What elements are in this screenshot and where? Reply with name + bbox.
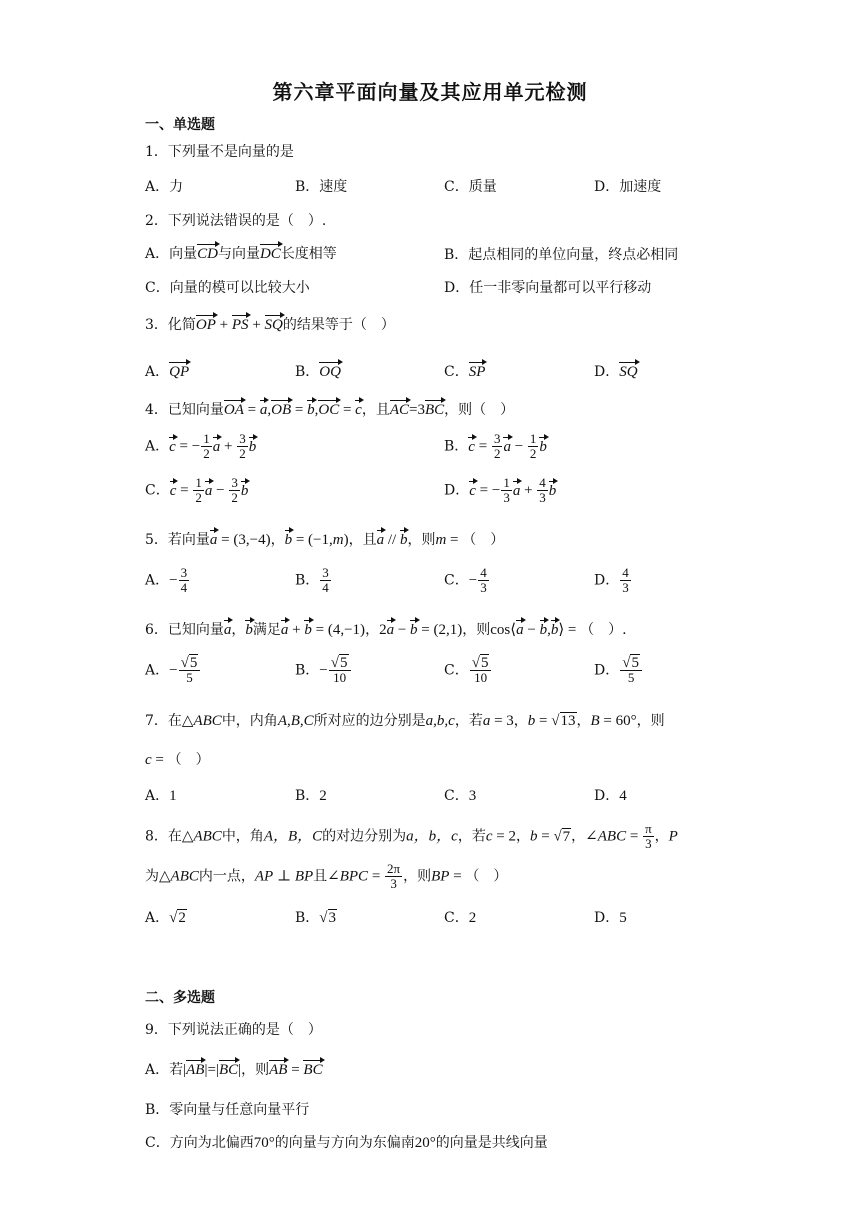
question-5-stem: 5．若向量a = (3,−4)，b = (−1,m)，且a // b，则m = （ ） <box>145 528 504 549</box>
q3-option-a: A．QP <box>145 360 189 381</box>
question-9-stem: 9．下列说法正确的是（ ） <box>145 1022 322 1038</box>
question-6-stem: 6．已知向量a，b满足a + b = (4,−1)，2a − b = (2,1)，则cos⟨a − b,b⟩ = （ ）. <box>145 618 627 639</box>
q6-option-a: A．− $\frac{√5}{5}$ <box>145 656 201 685</box>
q6-option-c: C． $\frac{√5}{10}$ <box>444 656 492 685</box>
q2-option-d: D．任一非零向量都可以平行移动 <box>444 280 652 296</box>
q4-option-d: D．c = − $\frac{1}{3}$ a + $\frac{4}{3}$ b <box>444 475 557 505</box>
q2-option-c: C．向量的模可以比较大小 <box>145 280 310 296</box>
question-2-stem: 2．下列说法错误的是（ ）. <box>145 213 327 229</box>
section-single-choice: 一、单选题 <box>145 117 215 133</box>
question-3-stem: 3．化简OP + PS + SQ的结果等于（ ） <box>145 313 395 334</box>
q6-option-d: D． $\frac{√5}{5}$ <box>594 656 643 685</box>
question-1-stem: 1．下列量不是向量的是 <box>145 144 294 160</box>
q8-option-d: D．5 <box>594 910 627 926</box>
q5-option-c: C．− $\frac{4}{3}$ <box>444 565 487 595</box>
q1-option-b: B．速度 <box>295 179 348 195</box>
q3-option-b: B．OQ <box>295 360 341 381</box>
q4-option-b: B．c = $\frac{3}{2}$ a − $\frac{1}{2}$ b <box>444 431 547 461</box>
section-multiple-choice: 二、多选题 <box>145 990 215 1006</box>
q2-option-a: A．向量CD与向量DC长度相等 <box>145 242 337 263</box>
question-7-stem-line2: c = （ ） <box>145 752 210 768</box>
question-8-stem: 8．在△ABC中，角A，B，C的对边分别为a，b，c，若c = 2，b = √7，∠ABC = $\frac{\pi}{3}$ ，P <box>145 821 678 851</box>
q4-option-c: C．c = $\frac{1}{2}$ a − $\frac{3}{2}$ b <box>145 475 249 505</box>
question-7-stem: 7．在△ABC中，内角A,B,C所对应的边分别是a,b,c，若a = 3，b = √13，B = 60°，则 <box>145 713 665 729</box>
q8-option-c: C．2 <box>444 910 477 926</box>
q3-option-d: D．SQ <box>594 360 638 381</box>
q5-option-d: D． $\frac{4}{3}$ <box>594 565 629 595</box>
q8-option-b: B．√3 <box>295 910 337 926</box>
question-4-stem: 4．已知向量OA = a,OB = b,OC = c，且AC=3BC，则（ ） <box>145 398 514 419</box>
q5-option-a: A．− $\frac{3}{4}$ <box>145 565 188 595</box>
q7-option-c: C．3 <box>444 788 477 804</box>
q7-option-a: A．1 <box>145 788 177 804</box>
q7-option-d: D．4 <box>594 788 627 804</box>
page-title: 第六章平面向量及其应用单元检测 <box>272 80 588 104</box>
q9-option-b: B．零向量与任意向量平行 <box>145 1102 310 1118</box>
q2-option-b: B．起点相同的单位向量，终点必相同 <box>444 247 679 263</box>
question-8-stem-line2: 为△ABC内一点，AP ⊥ BP且∠BPC = $\frac{2\pi}{3}$ ，则BP = （ ） <box>145 861 508 891</box>
q6-option-b: B．− $\frac{√5}{10}$ <box>295 656 352 685</box>
q7-option-b: B．2 <box>295 788 327 804</box>
q4-option-a: A．c = − $\frac{1}{2}$ a + $\frac{3}{2}$ b <box>145 431 257 461</box>
q9-option-a: A．若|AB|=|BC|，则AB = BC <box>145 1058 323 1079</box>
q1-option-a: A．力 <box>145 179 184 195</box>
q5-option-b: B． $\frac{3}{4}$ <box>295 565 329 595</box>
q1-option-c: C．质量 <box>444 179 497 195</box>
q9-option-c: C．方向为北偏西70°的向量与方向为东偏南20°的向量是共线向量 <box>145 1135 548 1151</box>
q8-option-a: A．√2 <box>145 910 186 926</box>
q1-option-d: D．加速度 <box>594 179 662 195</box>
q3-option-c: C．SP <box>444 360 485 381</box>
